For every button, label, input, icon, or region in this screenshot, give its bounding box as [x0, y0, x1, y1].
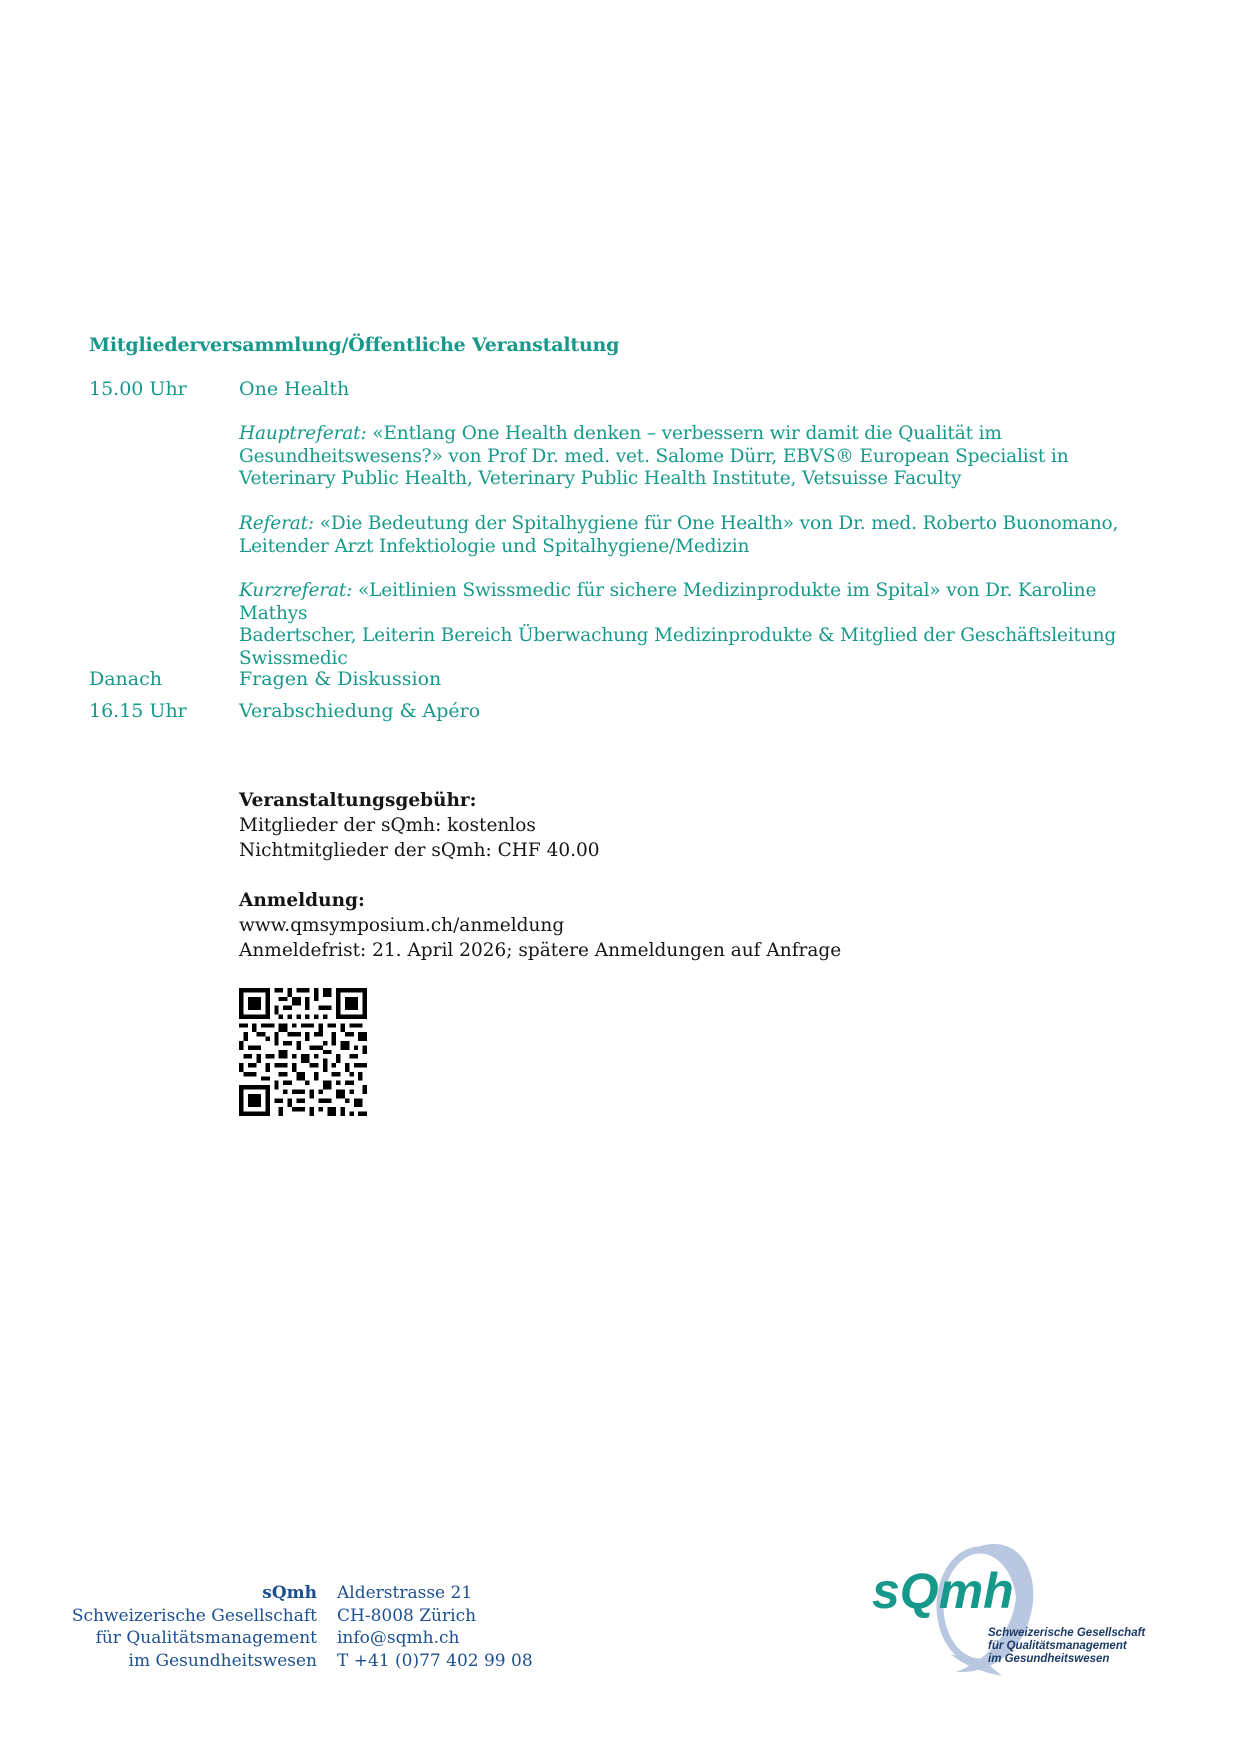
- footer-org-short: sQmh: [262, 1583, 317, 1603]
- footer-email[interactable]: info@sqmh.ch: [337, 1628, 460, 1648]
- program-time: Danach: [89, 668, 163, 690]
- footer-organization: [60, 1582, 317, 1672]
- kurzreferat-line-1: Kurzreferat: «Leitlinien Swissmedic für sichere Medizinprodukte im Spital» von Dr. Karoline Mathys: [239, 580, 1097, 624]
- program-time: 16.15 Uhr: [89, 700, 187, 722]
- logo-line: Schweizerische Gesellschaft: [988, 1627, 1146, 1639]
- kurzreferat-label: Kurzreferat:: [239, 580, 353, 601]
- referat-label: Referat:: [239, 513, 315, 534]
- qr-code[interactable]: [239, 988, 367, 1116]
- kurzreferat-line-2: Badertscher, Leiterin Bereich Überwachung Medizinprodukte & Mitglied der Geschäftsleitung: [239, 625, 1117, 647]
- footer-street: Alderstrasse 21: [337, 1583, 473, 1603]
- logo-line: im Gesundheitswesen: [988, 1653, 1110, 1665]
- registration-title: Anmeldung:: [239, 890, 365, 911]
- referat-line-1: Referat: «Die Bedeutung der Spitalhygiene für One Health» von Dr. med. Roberto Buonomano,: [239, 513, 1119, 534]
- sqmh-logo: [870, 1536, 1170, 1676]
- footer-address: [337, 1582, 533, 1672]
- fees-nonmembers: Nichtmitglieder der sQmh: CHF 40.00: [239, 840, 600, 861]
- hauptreferat-line-1: Hauptreferat: «Entlang One Health denken – verbessern wir damit die Qualität im: [239, 423, 1002, 444]
- logo-mark: sQmh: [872, 1563, 1014, 1619]
- footer-org-line: Schweizerische Gesellschaft: [71, 1605, 317, 1626]
- referat-line-2: Leitender Arzt Infektiologie und Spitalhygiene/Medizin: [239, 535, 750, 557]
- hauptreferat-paragraph: [239, 423, 1159, 491]
- program-time: 15.00 Uhr: [89, 378, 187, 400]
- fees-title: Veranstaltungsgebühr:: [239, 790, 477, 811]
- section-title: Mitgliederversammlung/Öffentliche Veranstaltung: [89, 334, 620, 356]
- footer-org-line: im Gesundheitswesen: [128, 1650, 317, 1671]
- kurzreferat-paragraph: [239, 580, 1159, 670]
- program-title: Fragen & Diskussion: [239, 668, 442, 690]
- footer-org-line: für Qualitätsmanagement: [95, 1628, 317, 1648]
- registration-deadline: Anmeldefrist: 21. April 2026; spätere Anmeldungen auf Anfrage: [239, 940, 842, 961]
- referat-paragraph: [239, 513, 1159, 558]
- program-title: One Health: [239, 378, 350, 400]
- hauptreferat-line-2: Gesundheitswesens?» von Prof Dr. med. vet. Salome Dürr, EBVS® European Specialist in: [239, 445, 1069, 467]
- hauptreferat-label: Hauptreferat:: [239, 423, 367, 444]
- fees-members: Mitglieder der sQmh: kostenlos: [239, 815, 536, 836]
- fees-block: [239, 788, 600, 863]
- registration-url[interactable]: www.qmsymposium.ch/anmeldung: [239, 915, 565, 936]
- logo-line: für Qualitätsmanagement: [988, 1640, 1127, 1652]
- registration-block: [239, 888, 841, 963]
- footer-phone: T +41 (0)77 402 99 08: [337, 1650, 533, 1671]
- kurzreferat-line-3: Swissmedic: [239, 647, 348, 669]
- hauptreferat-line-3: Veterinary Public Health, Veterinary Public Health Institute, Vetsuisse Faculty: [239, 468, 962, 490]
- footer-city: CH-8008 Zürich: [337, 1605, 477, 1626]
- program-title: Verabschiedung & Apéro: [239, 700, 481, 722]
